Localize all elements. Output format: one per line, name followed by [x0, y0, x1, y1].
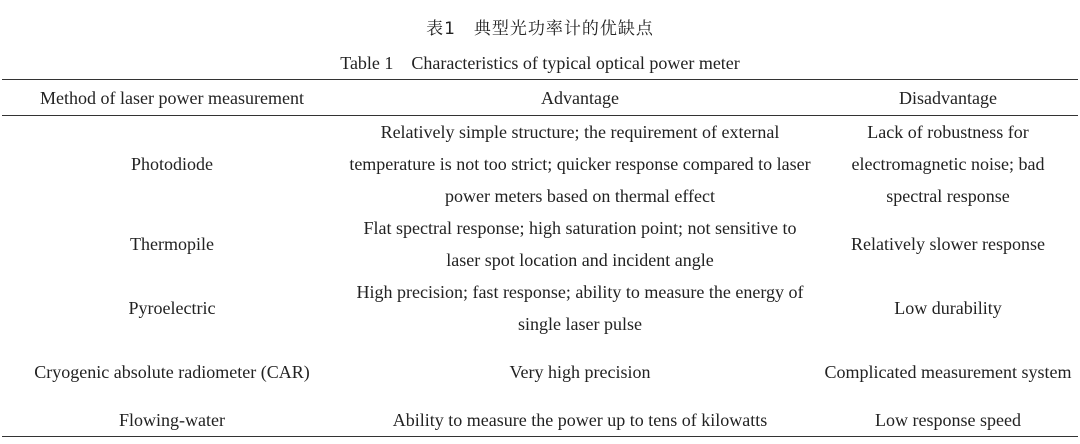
- table-caption-english: Table 1 Characteristics of typical optical power meter: [340, 53, 740, 73]
- table-row: [2, 276, 1078, 340]
- cell-method: Cryogenic absolute radiometer (CAR): [34, 362, 310, 382]
- cell-disadvantage: Low response speed: [818, 404, 1078, 437]
- header-disadvantage: Disadvantage: [818, 80, 1078, 116]
- table-row: [2, 340, 1078, 404]
- table-row: [2, 404, 1078, 437]
- table-row: [2, 116, 1078, 213]
- table-row: [2, 212, 1078, 276]
- cell-advantage: Very high precision: [509, 362, 651, 382]
- cell-advantage: Ability to measure the power up to tens of kilowatts: [342, 404, 818, 437]
- cell-method: Photodiode: [130, 154, 213, 174]
- table-caption-chinese: 表1 典型光功率计的优缺点: [426, 19, 654, 39]
- cell-method: Thermopile: [130, 234, 214, 254]
- cell-disadvantage: Low durability: [894, 298, 1002, 318]
- cell-method: Pyroelectric: [128, 298, 216, 318]
- cell-disadvantage: Complicated measurement system: [824, 362, 1072, 382]
- header-advantage: Advantage: [342, 80, 818, 116]
- table-header-row: [2, 80, 1078, 116]
- cell-advantage: Relatively simple structure; the requirement of external temperature is not too strict; quicker response compared to laser power meters based on thermal effect: [349, 122, 811, 206]
- comparison-table: [2, 79, 1078, 437]
- cell-disadvantage: Lack of robustness for electromagnetic noise; bad spectral response: [851, 122, 1045, 206]
- header-method: Method of laser power measurement: [2, 80, 342, 116]
- cell-advantage: Flat spectral response; high saturation point; not sensitive to laser spot location and incident angle: [363, 218, 797, 270]
- cell-disadvantage: Relatively slower response: [851, 234, 1045, 254]
- cell-advantage: High precision; fast response; ability to measure the energy of single laser pulse: [356, 282, 804, 334]
- cell-method: Flowing-water: [2, 404, 342, 437]
